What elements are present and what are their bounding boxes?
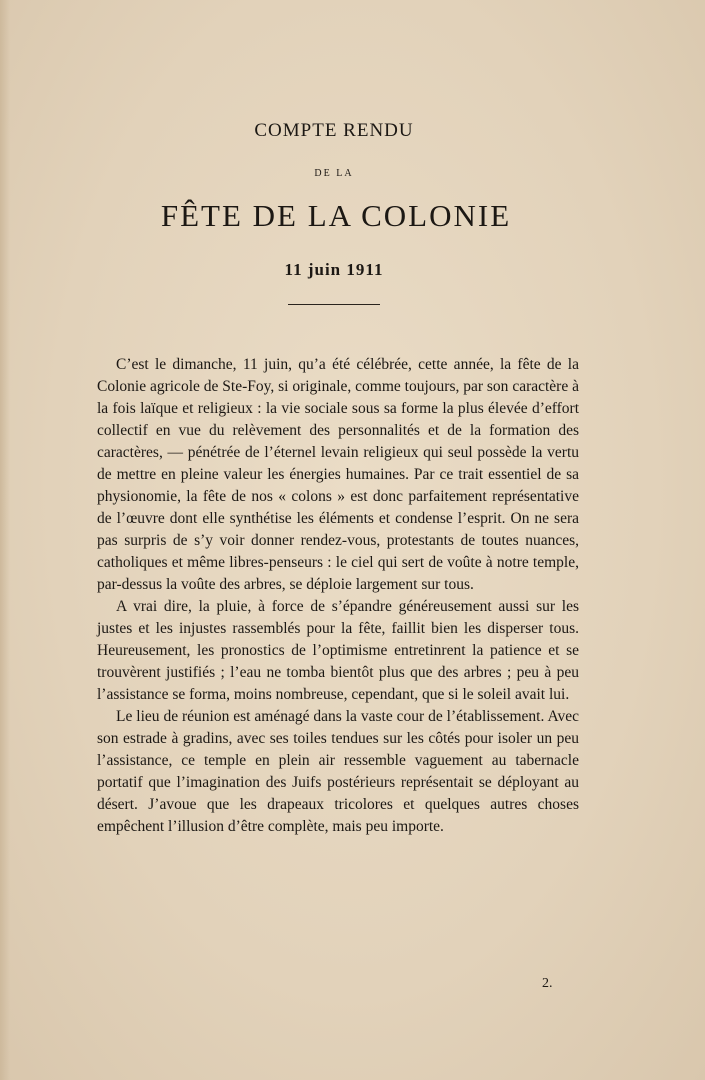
heading-de-la: DE LA bbox=[314, 168, 354, 179]
paragraph-2: A vrai dire, la pluie, à force de s’épandre généreusement aussi sur les justes et les injustes rassemblés pour la fête, faillit bien les disperser tous. Heureusement, les pronostics de l’optimisme entretinrent la patience et se trouvèrent justifiés ; l’eau ne tomba bientôt plus que des arbres ; peu à peu l’assistance se forma, moins nombreuse, cependant, que si le soleil avait lui. bbox=[97, 598, 579, 703]
paragraph-1: C’est le dimanche, 11 juin, qu’a été célébrée, cette année, la fête de la Colonie agricole de Ste-Foy, si originale, comme toujours, par son caractère à la fois laïque et religieux : la vie sociale sous sa forme la plus élevée d’effort collectif en vue du relèvement des personnalités et de la formation des caractères, — pénétrée de l’éternel levain religieux qui seul possède la vertu de mettre en pleine valeur les énergies humaines. Par ce trait essentiel de sa physionomie, la fête de nos « colons » est donc parfaitement représentative de l’œuvre dont elle synthétise les éléments et condense l’esprit. On ne sera pas surpris de s’y voir donner rendez-vous, protestants de toutes nuances, catholiques et même libres-penseurs : le ciel qui sert de voûte à notre temple, par-dessus la voûte des arbres, se déploie largement sur tous. bbox=[97, 356, 579, 593]
heading-date: 11 juin 1911 bbox=[284, 260, 384, 279]
heading-compte-rendu: COMPTE RENDU bbox=[254, 120, 414, 141]
paragraph-3: Le lieu de réunion est aménagé dans la vaste cour de l’établissement. Avec son estrade à gradins, avec ses toiles tendues sur les côtés pour isoler un peu l’assistance, ce temple en plein air ressemble vaguement au tabernacle portatif que l’imagination des Juifs postérieurs représentait se déployant au désert. J’avoue que les drapeaux tricolores et quelques autres choses empêchent l’illusion d’être complète, mais peu importe. bbox=[97, 708, 579, 835]
page-number: 2. bbox=[542, 976, 553, 991]
page-edge-shadow bbox=[0, 0, 10, 1080]
body-text bbox=[97, 354, 579, 838]
separator-rule bbox=[288, 304, 380, 305]
page-title: FÊTE DE LA COLONIE bbox=[160, 198, 512, 233]
